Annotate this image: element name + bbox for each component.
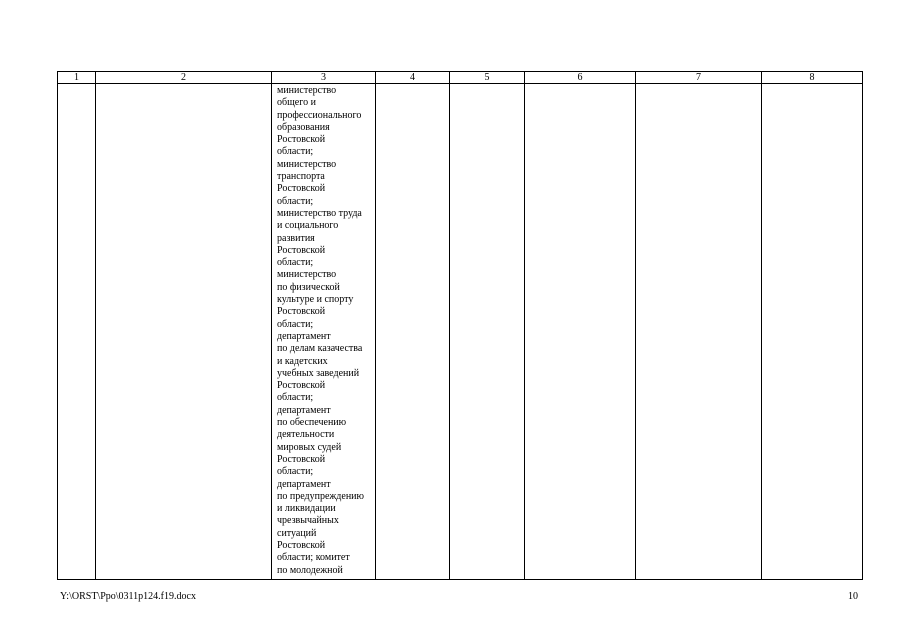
text-line: области; [277,318,314,330]
text-line: министерство [277,158,337,170]
header-row [58,72,863,84]
cell-col-1 [58,84,96,580]
text-line: по предупреждению [277,490,364,502]
text-line: департамент [277,404,331,416]
text-line: области; [277,392,314,404]
responsible-agencies-text [272,84,375,577]
footer-page-number: 10 [848,591,858,602]
text-line: министерство [277,85,337,96]
text-line: по делам казачества [277,343,363,355]
text-line: развития [277,232,315,244]
column-header-8: 8 [762,72,863,84]
footer-file-path: Y:\ORST\Ppo\0311p124.f19.docx [60,591,196,602]
column-header-5: 5 [450,72,525,84]
text-line: Ростовской [277,183,326,195]
cell-col-8 [762,84,863,580]
text-line: Ростовской [277,539,326,551]
text-line: Ростовской [277,134,326,146]
text-line: по обеспечению [277,417,347,429]
cell-col-2 [96,84,272,580]
column-header-3: 3 [272,72,376,84]
cell-col-7 [636,84,762,580]
text-line: и кадетских [277,355,328,367]
text-line: деятельности [277,429,335,441]
text-line: министерство труда [277,207,362,219]
text-line: Ростовской [277,244,326,256]
cell-col-4 [376,84,450,580]
cell-col-3 [272,84,376,580]
column-header-4: 4 [376,72,450,84]
text-line: культуре и спорту [277,294,354,306]
text-line: области; [277,257,314,269]
text-line: и социального [277,220,339,232]
column-header-7: 7 [636,72,762,84]
text-line: министерство [277,269,337,281]
text-line: ситуаций [277,527,317,539]
text-line: области; комитет [277,552,350,564]
text-line: области; [277,195,314,207]
text-line: по молодежной [277,564,343,576]
cell-col-5 [450,84,525,580]
text-line: Ростовской [277,380,326,392]
text-line: мировых судей [277,441,342,453]
text-line: чрезвычайных [277,515,339,527]
text-line: образования [277,121,330,133]
text-line: по физической [277,281,340,293]
table-row [58,84,863,580]
text-line: области; [277,146,314,158]
text-line: департамент [277,478,331,490]
text-line: транспорта [277,171,325,183]
column-header-2: 2 [96,72,272,84]
cell-col-6 [525,84,636,580]
text-line: области; [277,466,314,478]
text-line: учебных заведений [277,367,360,379]
column-header-1: 1 [58,72,96,84]
text-line: профессионального [277,109,362,121]
text-line: и ликвидации [277,503,336,515]
data-table [57,71,863,580]
column-header-6: 6 [525,72,636,84]
text-line: Ростовской [277,306,326,318]
text-line: Ростовской [277,453,326,465]
text-line: общего и [277,97,316,109]
text-line: департамент [277,330,331,342]
